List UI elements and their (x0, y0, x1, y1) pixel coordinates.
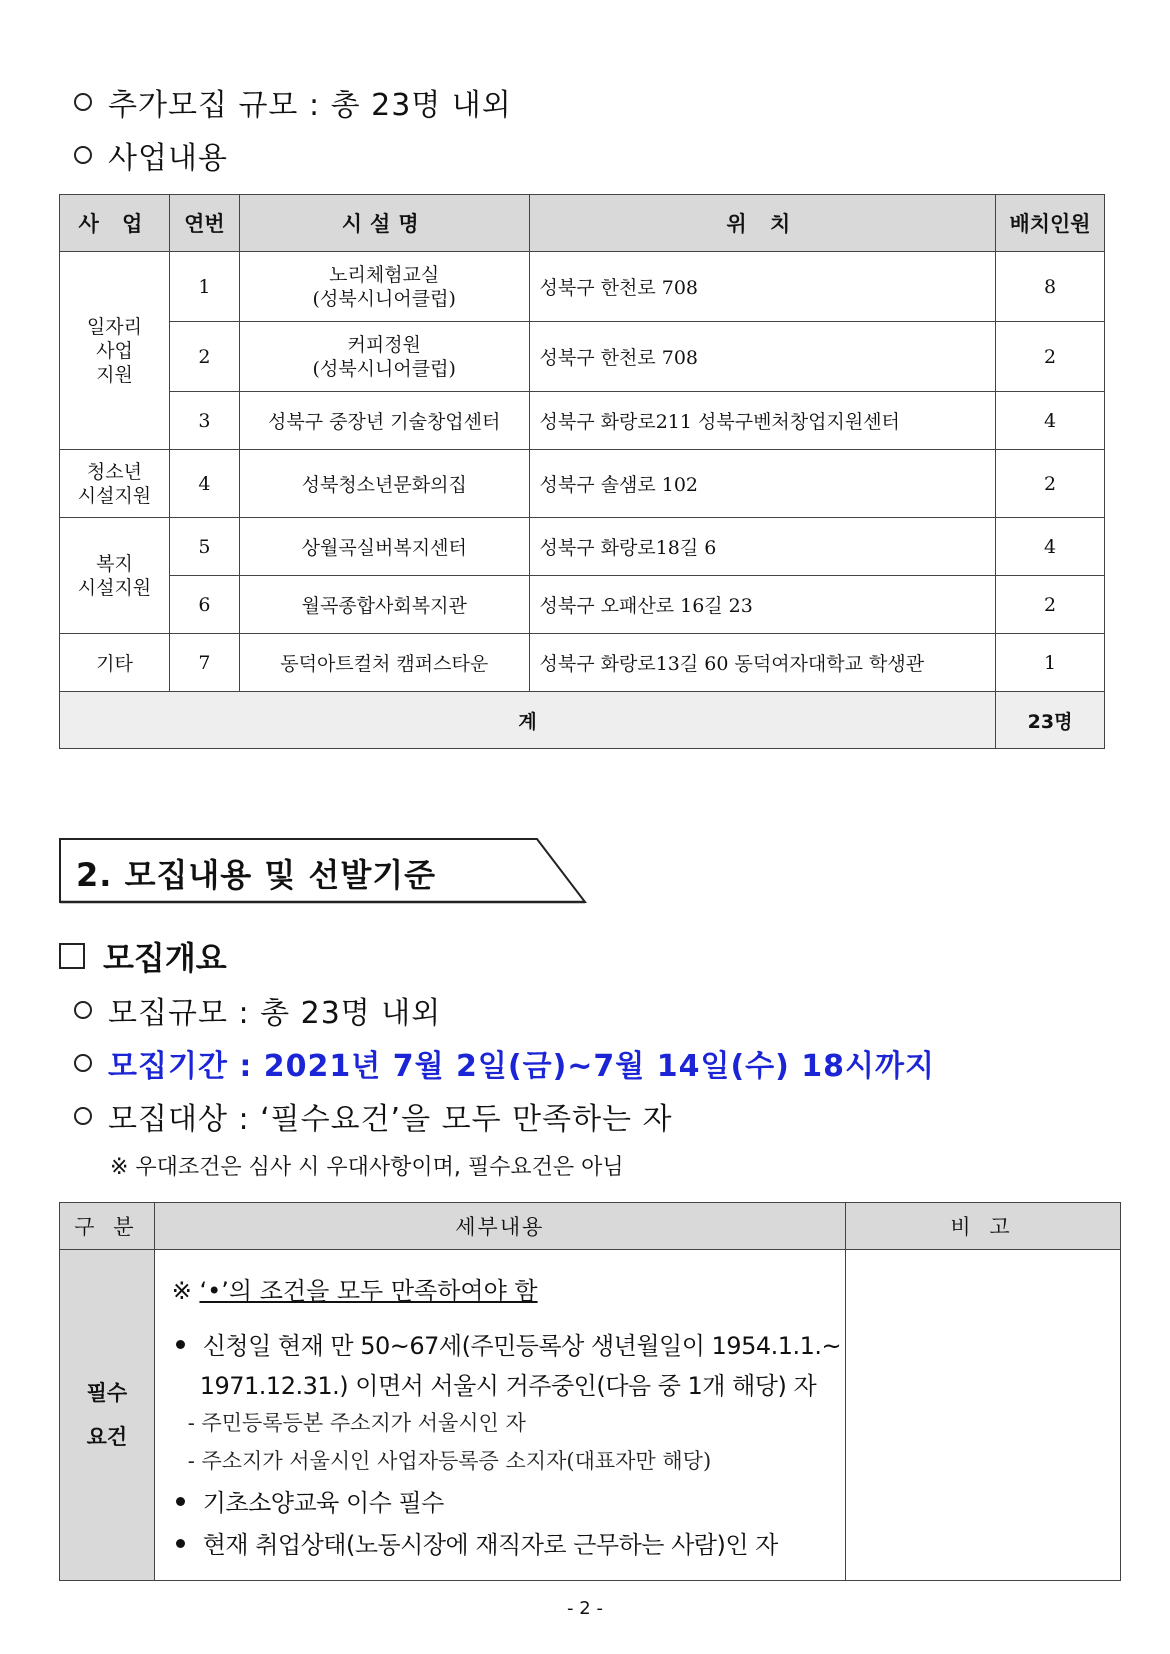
row-number: 1 (169, 252, 239, 322)
facility-name: 노리체험교실 (성북시니어클럽) (239, 252, 529, 322)
facility-name: 월곡종합사회복지관 (239, 576, 529, 634)
circle-bullet-icon (74, 146, 92, 164)
table-row (60, 450, 1105, 518)
header-staff: 배치인원 (996, 195, 1105, 252)
business-content-line: 사업내용 (74, 133, 228, 177)
table-row (60, 576, 1105, 634)
facility-name: 상월곡실버복지센터 (239, 518, 529, 576)
requirement-details (154, 1250, 845, 1581)
page-number: - 2 - (567, 1598, 603, 1619)
facility-name: 커피정원 (성북시니어클럽) (239, 322, 529, 392)
header-business: 사 업 (60, 195, 170, 252)
header-category: 구 분 (60, 1203, 155, 1250)
group-welfare: 복지 시설지원 (60, 518, 170, 634)
recruit-period-line: 모집기간 : 2021년 7월 2일(금)~7월 14일(수) 18시까지 (74, 1041, 935, 1085)
facility-name: 성북청소년문화의집 (239, 450, 529, 518)
header-facility: 시설명 (239, 195, 529, 252)
table-row (60, 518, 1105, 576)
bullet-age-residence-cont: 1971.12.31.) 이면서 서울시 거주중인(다음 중 1개 해당) 자 (199, 1372, 817, 1400)
circle-bullet-icon (74, 1054, 92, 1072)
header-remarks: 비 고 (845, 1203, 1120, 1250)
recruit-target-line: 모집대상 : ‘필수요건’을 모두 만족하는 자 (74, 1094, 673, 1138)
row-number: 6 (169, 576, 239, 634)
circle-bullet-icon (74, 93, 92, 111)
table-header-row (60, 1203, 1121, 1250)
table-row (60, 252, 1105, 322)
staff-count: 2 (996, 576, 1105, 634)
table-row (60, 322, 1105, 392)
table-row (60, 634, 1105, 692)
staff-count: 2 (996, 450, 1105, 518)
staff-count: 8 (996, 252, 1105, 322)
requirement-remarks (845, 1250, 1120, 1581)
recruit-scale-line-2: 모집규모 : 총 23명 내외 (74, 988, 441, 1032)
section-title: 2. 모집내용 및 선발기준 (76, 856, 437, 894)
staff-count: 2 (996, 322, 1105, 392)
group-other: 기타 (60, 634, 170, 692)
table-header-row (60, 195, 1105, 252)
row-number: 7 (169, 634, 239, 692)
sub-item: - 주소지가 서울시인 사업자등록증 소지자(대표자만 해당) (187, 1449, 712, 1473)
group-youth: 청소년 시설지원 (60, 450, 170, 518)
row-number: 2 (169, 322, 239, 392)
total-label: 계 (60, 692, 996, 749)
header-details: 세부내용 (154, 1203, 845, 1250)
business-table (59, 194, 1105, 749)
recruit-scale-line: 추가모집 규모 : 총 23명 내외 (74, 80, 512, 124)
total-value: 23명 (996, 692, 1105, 749)
facility-location: 성북구 화랑로13길 60 동덕여자대학교 학생관 (529, 634, 996, 692)
facility-location: 성북구 화랑로18길 6 (529, 518, 996, 576)
requirement-head: ※ ‘•’의 조건을 모두 만족하여야 함 (171, 1277, 538, 1305)
bullet-education: 기초소양교육 이수 필수 (176, 1483, 444, 1518)
requirements-table (59, 1202, 1121, 1581)
requirements-row (60, 1250, 1121, 1581)
staff-count: 4 (996, 518, 1105, 576)
group-job: 일자리 사업 지원 (60, 252, 170, 450)
table-row (60, 392, 1105, 450)
facility-name: 동덕아트컬처 캠퍼스타운 (239, 634, 529, 692)
circle-bullet-icon (74, 1107, 92, 1125)
bullet-employment: 현재 취업상태(노동시장에 재직자로 근무하는 사람)인 자 (176, 1525, 778, 1560)
circle-bullet-icon (74, 1001, 92, 1019)
square-bullet-icon (59, 943, 85, 969)
row-number: 3 (169, 392, 239, 450)
facility-location: 성북구 한천로 708 (529, 322, 996, 392)
bullet-dot-icon (176, 1539, 185, 1548)
row-number: 5 (169, 518, 239, 576)
facility-location: 성북구 솔샘로 102 (529, 450, 996, 518)
requirement-label: 필수 요건 (60, 1250, 155, 1581)
bullet-dot-icon (176, 1340, 185, 1349)
preference-note: ※ 우대조건은 심사 시 우대사항이며, 필수요건은 아님 (110, 1155, 624, 1180)
bullet-age-residence: 신청일 현재 만 50~67세(주민등록상 생년월일이 1954.1.1.~ (176, 1326, 841, 1361)
facility-location: 성북구 오패산로 16길 23 (529, 576, 996, 634)
staff-count: 4 (996, 392, 1105, 450)
total-row (60, 692, 1105, 749)
sub-item: - 주민등록등본 주소지가 서울시인 자 (187, 1411, 526, 1435)
staff-count: 1 (996, 634, 1105, 692)
row-number: 4 (169, 450, 239, 518)
facility-location: 성북구 화랑로211 성북구벤처창업지원센터 (529, 392, 996, 450)
header-location: 위 치 (529, 195, 996, 252)
facility-location: 성북구 한천로 708 (529, 252, 996, 322)
overview-heading: 모집개요 (59, 933, 227, 979)
bullet-dot-icon (176, 1497, 185, 1506)
facility-name: 성북구 중장년 기술창업센터 (239, 392, 529, 450)
header-number: 연번 (169, 195, 239, 252)
